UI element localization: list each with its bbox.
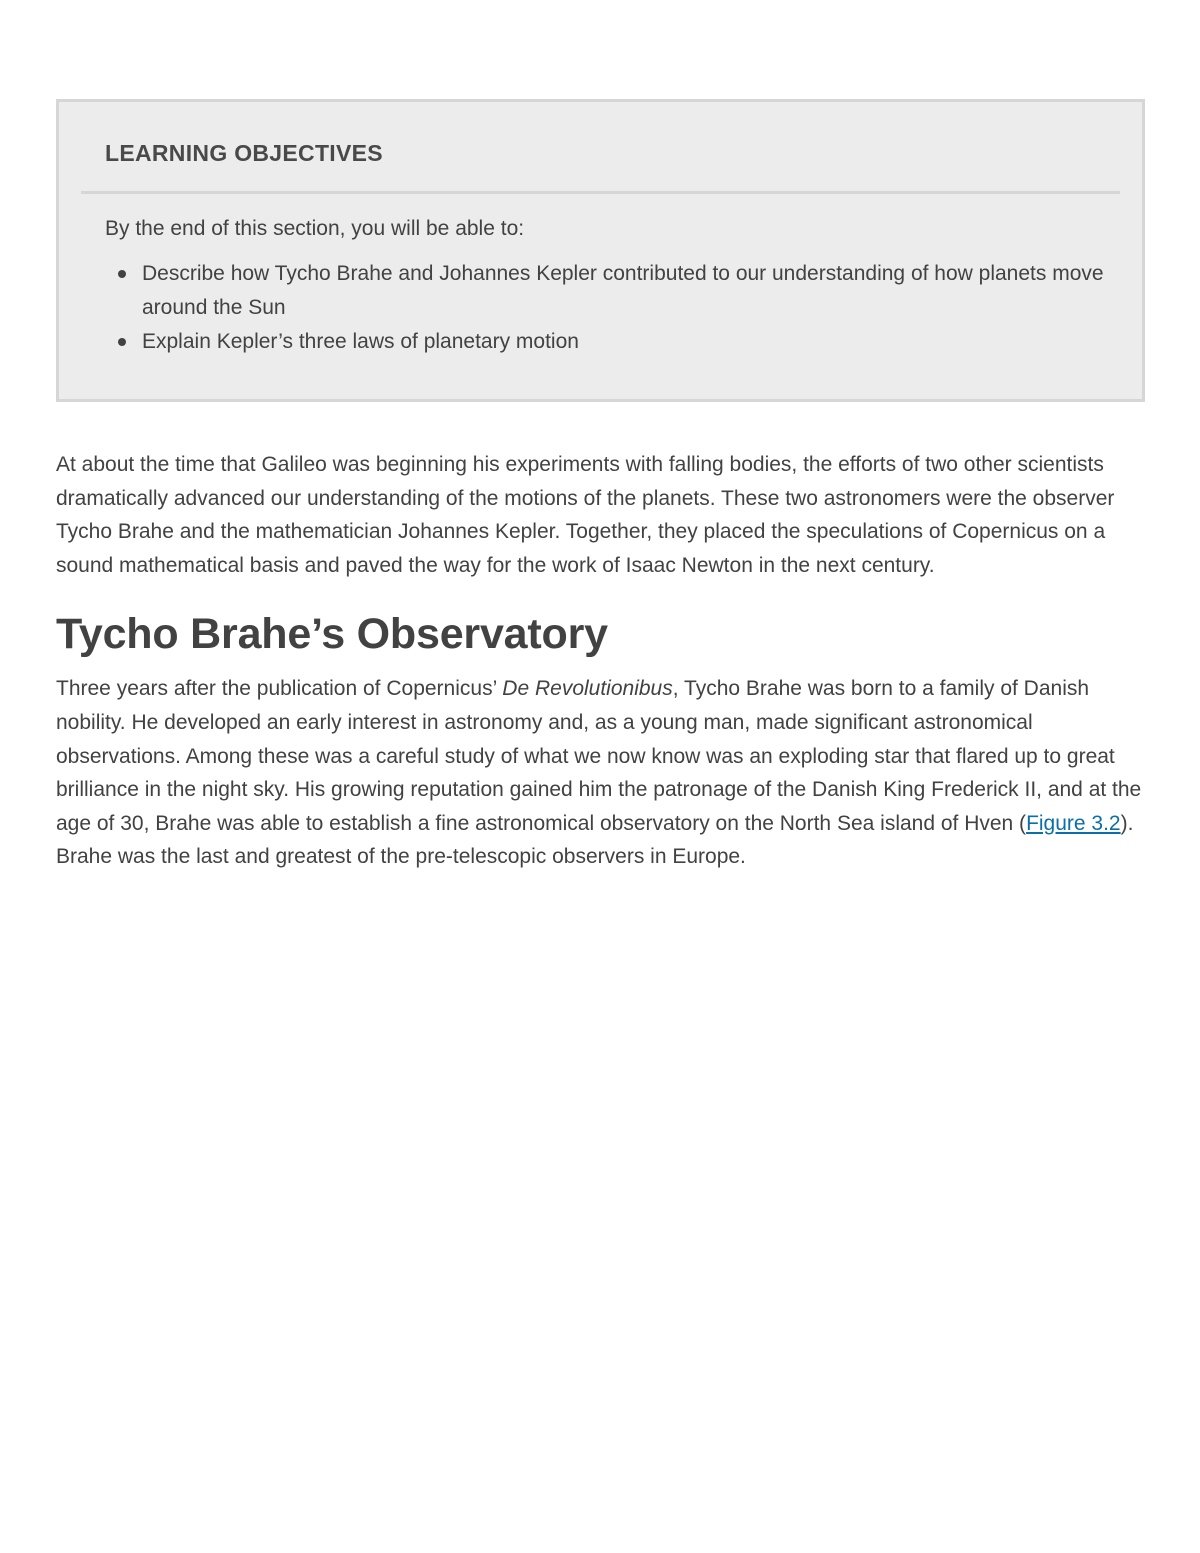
objective-item (142, 325, 1120, 359)
objectives-list (81, 257, 1120, 359)
bullet-icon (118, 338, 126, 346)
paragraph-text: Three years after the publication of Copernicus’ (56, 677, 503, 701)
objectives-intro: By the end of this section, you will be able to: (105, 217, 525, 240)
paragraph-text: , Tycho Brahe was born to a family of Danish nobility. He developed an early interest in astronomy and, as a young man, made significant astronomical observations. Among these was a careful study of what we now know was an exploding star that flared up to great brilliance in the night sky. His growing reputation gained him the patronage of the Danish King Frederick II, and at the age of 30, Brahe was able to establish a fine astronomical observatory on the North Sea island of Hven ( (56, 677, 1142, 835)
objective-text: Describe how Tycho Brahe and Johannes Kepler contributed to our understanding of how planets move around the Sun (142, 262, 1104, 319)
section-paragraph (56, 672, 1145, 874)
objectives-divider (81, 191, 1120, 194)
objective-item (142, 257, 1120, 325)
paragraph-text: ). Brahe was the last and greatest of the pre-telescopic observers in Europe. (56, 811, 1134, 869)
book-title: De Revolutionibus (502, 677, 673, 701)
section-heading: Tycho Brahe’s Observatory (56, 610, 608, 659)
objective-text: Explain Kepler’s three laws of planetary motion (142, 330, 579, 353)
bullet-icon (118, 270, 126, 278)
learning-objectives-title: LEARNING OBJECTIVES (105, 140, 383, 166)
figure-link[interactable]: Figure 3.2 (1026, 811, 1121, 835)
page-content (56, 99, 1145, 874)
learning-objectives-box (56, 99, 1145, 402)
intro-paragraph: At about the time that Galileo was beginning his experiments with falling bodies, the efforts of two other scientists dramatically advanced our understanding of the motions of the planets. These two astronomers were the observer Tycho Brahe and the mathematician Johannes Kepler. Together, they placed the speculations of Copernicus on a sound mathematical basis and paved the way for the work of Isaac Newton in the next century. (56, 453, 1115, 577)
